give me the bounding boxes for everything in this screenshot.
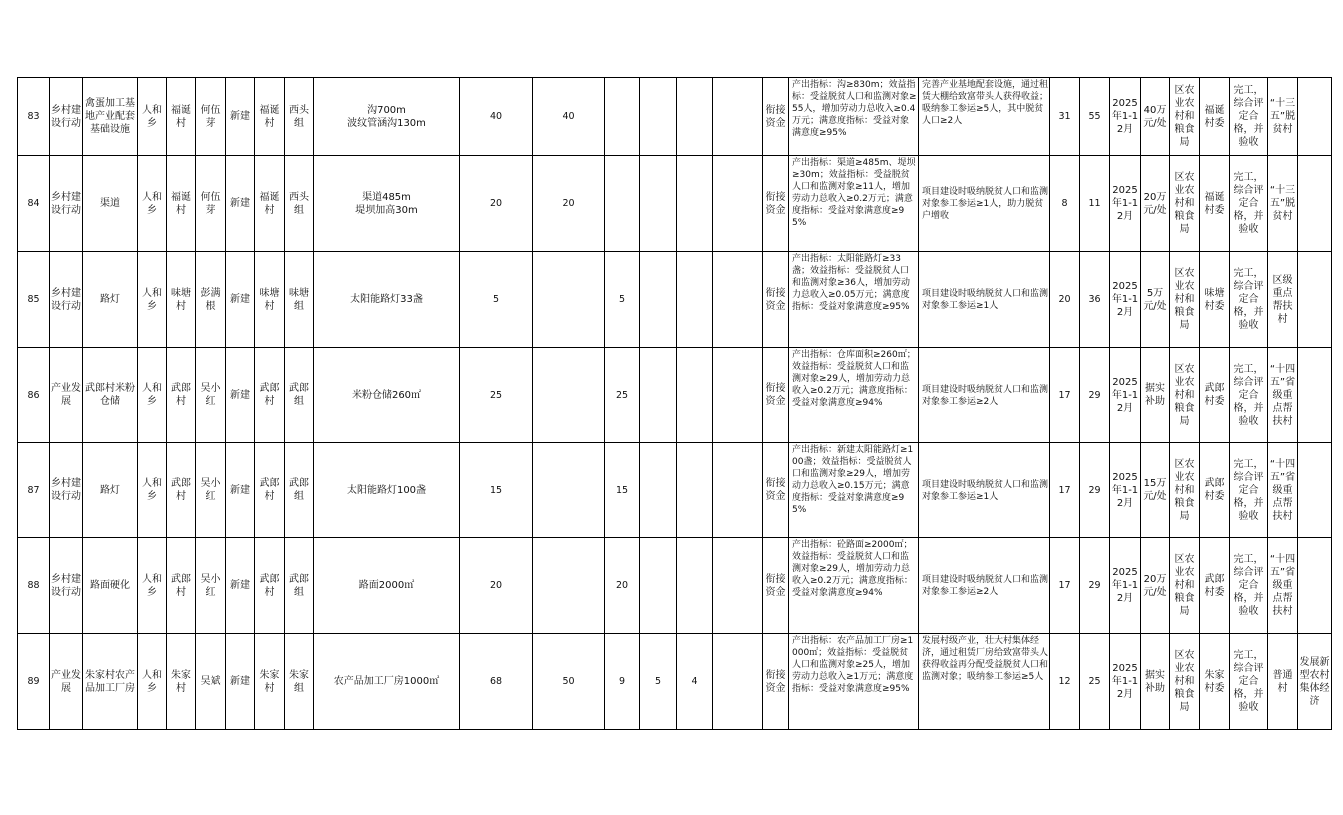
fund-column-4-cell xyxy=(677,156,713,252)
construction-content-cell: 米粉仓储260㎡ xyxy=(314,348,460,443)
acceptance-status-cell: 完工，综合评定合格，并验收 xyxy=(1230,252,1268,348)
row-number: 84 xyxy=(18,156,50,252)
row-number: 83 xyxy=(18,78,50,156)
remark-cell xyxy=(1298,348,1332,443)
site-village-cell: 福诞村 xyxy=(255,156,285,252)
construction-type-cell: 新建 xyxy=(226,348,255,443)
remark-cell: 发展新型农村集体经济 xyxy=(1298,634,1332,730)
acceptance-status-cell: 完工，综合评定合格，并验收 xyxy=(1230,634,1268,730)
remark-cell xyxy=(1298,156,1332,252)
project-name-cell: 武郎村米粉仓储 xyxy=(83,348,138,443)
fund-column-4-cell xyxy=(677,443,713,538)
fund-column-3-cell: 5 xyxy=(640,634,677,730)
supervising-department-cell: 区农业农村和粮食局 xyxy=(1170,538,1200,634)
village-cell: 福诞村 xyxy=(167,156,196,252)
construction-type-cell: 新建 xyxy=(226,443,255,538)
category-cell: 乡村建设行动 xyxy=(50,78,83,156)
township-cell: 人和乡 xyxy=(138,156,167,252)
remark-cell xyxy=(1298,538,1332,634)
beneficiary-households-cell: 17 xyxy=(1050,348,1080,443)
construction-type-cell: 新建 xyxy=(226,156,255,252)
benefit-mechanism-cell: 项目建设时吸纳脱贫人口和监测对象参工参运≥2人 xyxy=(919,348,1050,443)
fund-column-2-cell: 25 xyxy=(605,348,640,443)
subsidy-standard-cell: 20万元/处 xyxy=(1141,538,1170,634)
beneficiary-persons-cell: 11 xyxy=(1080,156,1110,252)
beneficiary-households-cell: 12 xyxy=(1050,634,1080,730)
project-name-cell: 朱家村农产品加工厂房 xyxy=(83,634,138,730)
site-group-cell: 朱家组 xyxy=(285,634,314,730)
subsidy-standard-cell: 40万元/处 xyxy=(1141,78,1170,156)
construction-type-cell: 新建 xyxy=(226,538,255,634)
subsidy-standard-cell: 15万元/处 xyxy=(1141,443,1170,538)
benefit-mechanism-cell: 项目建设时吸纳脱贫人口和监测对象参工参运≥1人 xyxy=(919,443,1050,538)
construction-content-cell: 渠道485m 堤坝加高30m xyxy=(314,156,460,252)
construction-type-cell: 新建 xyxy=(226,634,255,730)
project-table xyxy=(17,77,1332,730)
acceptance-status-cell: 完工，综合评定合格，并验收 xyxy=(1230,78,1268,156)
subsidy-standard-cell: 据实补助 xyxy=(1141,348,1170,443)
row-number: 86 xyxy=(18,348,50,443)
fund-column-5-cell xyxy=(713,348,763,443)
performance-indicators-cell: 产出指标：砼路面≥2000㎡；效益指标：受益脱贫人口和监测对象≥29人，增加劳动力总收入≥0.2万元；满意度指标：受益对象满意度≥94% xyxy=(789,538,919,634)
fund-source-cell: 衔接资金 xyxy=(763,156,789,252)
implementing-unit-cell: 武郎村委 xyxy=(1200,443,1230,538)
subsidy-standard-cell: 5万元/处 xyxy=(1141,252,1170,348)
implementing-unit-cell: 福诞村委 xyxy=(1200,156,1230,252)
beneficiary-persons-cell: 29 xyxy=(1080,538,1110,634)
fund-column-5-cell xyxy=(713,634,763,730)
site-village-cell: 武郎村 xyxy=(255,443,285,538)
construction-content-cell: 沟700m 波纹管涵沟130m xyxy=(314,78,460,156)
beneficiary-persons-cell: 36 xyxy=(1080,252,1110,348)
construction-content-cell: 路面2000㎡ xyxy=(314,538,460,634)
construction-type-cell: 新建 xyxy=(226,252,255,348)
village-type-cell: “十三五”脱贫村 xyxy=(1268,156,1298,252)
remark-cell xyxy=(1298,78,1332,156)
township-cell: 人和乡 xyxy=(138,538,167,634)
fund-column-2-cell: 20 xyxy=(605,538,640,634)
beneficiary-households-cell: 17 xyxy=(1050,538,1080,634)
total-investment-cell: 68 xyxy=(460,634,533,730)
village-type-cell: “十四五”省级重点帮扶村 xyxy=(1268,538,1298,634)
fund-source-cell: 衔接资金 xyxy=(763,634,789,730)
fund-column-1-cell: 50 xyxy=(533,634,605,730)
township-cell: 人和乡 xyxy=(138,634,167,730)
township-cell: 人和乡 xyxy=(138,443,167,538)
site-village-cell: 武郎村 xyxy=(255,538,285,634)
benefit-mechanism-cell: 项目建设时吸纳脱贫人口和监测对象参工参运≥2人 xyxy=(919,538,1050,634)
table-row xyxy=(18,156,1332,252)
township-cell: 人和乡 xyxy=(138,78,167,156)
implementation-period-cell: 2025年1-12月 xyxy=(1110,156,1141,252)
supervising-department-cell: 区农业农村和粮食局 xyxy=(1170,78,1200,156)
total-investment-cell: 20 xyxy=(460,156,533,252)
implementation-period-cell: 2025年1-12月 xyxy=(1110,443,1141,538)
fund-column-1-cell xyxy=(533,348,605,443)
acceptance-status-cell: 完工，综合评定合格，并验收 xyxy=(1230,348,1268,443)
remark-cell xyxy=(1298,252,1332,348)
fund-column-4-cell xyxy=(677,78,713,156)
row-number: 87 xyxy=(18,443,50,538)
fund-column-2-cell: 15 xyxy=(605,443,640,538)
leader-cell: 吴小红 xyxy=(196,443,226,538)
site-group-cell: 味塘组 xyxy=(285,252,314,348)
beneficiary-persons-cell: 25 xyxy=(1080,634,1110,730)
township-cell: 人和乡 xyxy=(138,348,167,443)
project-name-cell: 禽蛋加工基地产业配套基础设施 xyxy=(83,78,138,156)
fund-column-5-cell xyxy=(713,156,763,252)
implementation-period-cell: 2025年1-12月 xyxy=(1110,538,1141,634)
beneficiary-households-cell: 20 xyxy=(1050,252,1080,348)
benefit-mechanism-cell: 项目建设时吸纳脱贫人口和监测对象参工参运≥1人 xyxy=(919,252,1050,348)
project-name-cell: 路灯 xyxy=(83,252,138,348)
beneficiary-households-cell: 8 xyxy=(1050,156,1080,252)
supervising-department-cell: 区农业农村和粮食局 xyxy=(1170,634,1200,730)
site-village-cell: 武郎村 xyxy=(255,348,285,443)
supervising-department-cell: 区农业农村和粮食局 xyxy=(1170,252,1200,348)
leader-cell: 吴小红 xyxy=(196,348,226,443)
table-row xyxy=(18,252,1332,348)
fund-column-3-cell xyxy=(640,348,677,443)
village-cell: 朱家村 xyxy=(167,634,196,730)
fund-column-2-cell xyxy=(605,156,640,252)
leader-cell: 吴斌 xyxy=(196,634,226,730)
fund-column-5-cell xyxy=(713,252,763,348)
beneficiary-households-cell: 17 xyxy=(1050,443,1080,538)
subsidy-standard-cell: 据实补助 xyxy=(1141,634,1170,730)
village-type-cell: “十四五”省级重点帮扶村 xyxy=(1268,348,1298,443)
site-group-cell: 武郎组 xyxy=(285,443,314,538)
fund-column-3-cell xyxy=(640,443,677,538)
implementing-unit-cell: 味塘村委 xyxy=(1200,252,1230,348)
benefit-mechanism-cell: 完善产业基地配套设施，通过租赁大棚给致富带头人获得收益；吸纳参工参运≥5人，其中脱贫人口≥2人 xyxy=(919,78,1050,156)
category-cell: 产业发展 xyxy=(50,348,83,443)
performance-indicators-cell: 产出指标：仓库面积≥260㎡；效益指标：受益脱贫人口和监测对象≥29人，增加劳动力总收入≥0.2万元；满意度指标：受益对象满意度≥94% xyxy=(789,348,919,443)
project-name-cell: 渠道 xyxy=(83,156,138,252)
site-group-cell: 西头组 xyxy=(285,78,314,156)
category-cell: 产业发展 xyxy=(50,634,83,730)
village-cell: 福诞村 xyxy=(167,78,196,156)
implementing-unit-cell: 武郎村委 xyxy=(1200,538,1230,634)
table-row xyxy=(18,348,1332,443)
performance-indicators-cell: 产出指标：新建太阳能路灯≥100盏；效益指标：受益脱贫人口和监测对象≥29人，增加劳动力总收入≥0.15万元；满意度指标：受益对象满意度≥95% xyxy=(789,443,919,538)
total-investment-cell: 20 xyxy=(460,538,533,634)
fund-column-2-cell xyxy=(605,78,640,156)
total-investment-cell: 25 xyxy=(460,348,533,443)
site-village-cell: 朱家村 xyxy=(255,634,285,730)
fund-column-3-cell xyxy=(640,156,677,252)
fund-column-3-cell xyxy=(640,538,677,634)
leader-cell: 彭满根 xyxy=(196,252,226,348)
fund-column-5-cell xyxy=(713,443,763,538)
remark-cell xyxy=(1298,443,1332,538)
village-type-cell: “十四五”省级重点帮扶村 xyxy=(1268,443,1298,538)
fund-source-cell: 衔接资金 xyxy=(763,78,789,156)
project-name-cell: 路灯 xyxy=(83,443,138,538)
implementing-unit-cell: 朱家村委 xyxy=(1200,634,1230,730)
performance-indicators-cell: 产出指标：太阳能路灯≥33盏；效益指标：受益脱贫人口和监测对象≥36人，增加劳动力总收入≥0.05万元；满意度指标：受益对象满意度≥95% xyxy=(789,252,919,348)
table-row xyxy=(18,443,1332,538)
table-row xyxy=(18,78,1332,156)
supervising-department-cell: 区农业农村和粮食局 xyxy=(1170,156,1200,252)
fund-column-1-cell: 40 xyxy=(533,78,605,156)
implementation-period-cell: 2025年1-12月 xyxy=(1110,252,1141,348)
site-group-cell: 武郎组 xyxy=(285,538,314,634)
row-number: 85 xyxy=(18,252,50,348)
fund-column-4-cell: 4 xyxy=(677,634,713,730)
fund-column-3-cell xyxy=(640,78,677,156)
implementing-unit-cell: 武郎村委 xyxy=(1200,348,1230,443)
fund-column-4-cell xyxy=(677,348,713,443)
construction-content-cell: 太阳能路灯100盏 xyxy=(314,443,460,538)
performance-indicators-cell: 产出指标：农产品加工厂房≥1000㎡；效益指标：受益脱贫人口和监测对象≥25人，增加劳动力总收入≥1万元；满意度指标：受益对象满意度≥95% xyxy=(789,634,919,730)
fund-source-cell: 衔接资金 xyxy=(763,252,789,348)
acceptance-status-cell: 完工，综合评定合格，并验收 xyxy=(1230,156,1268,252)
fund-column-2-cell: 5 xyxy=(605,252,640,348)
acceptance-status-cell: 完工，综合评定合格，并验收 xyxy=(1230,443,1268,538)
fund-column-4-cell xyxy=(677,252,713,348)
performance-indicators-cell: 产出指标：渠道≥485m、堤坝≥30m；效益指标：受益脱贫人口和监测对象≥11人，增加劳动力总收入≥0.2万元；满意度指标：受益对象满意度≥95% xyxy=(789,156,919,252)
village-cell: 味塘村 xyxy=(167,252,196,348)
category-cell: 乡村建设行动 xyxy=(50,252,83,348)
fund-column-1-cell: 20 xyxy=(533,156,605,252)
row-number: 89 xyxy=(18,634,50,730)
village-type-cell: 普通村 xyxy=(1268,634,1298,730)
site-group-cell: 武郎组 xyxy=(285,348,314,443)
benefit-mechanism-cell: 项目建设时吸纳脱贫人口和监测对象参工参运≥1人，助力脱贫户增收 xyxy=(919,156,1050,252)
leader-cell: 何伍芽 xyxy=(196,78,226,156)
total-investment-cell: 15 xyxy=(460,443,533,538)
beneficiary-persons-cell: 29 xyxy=(1080,348,1110,443)
village-type-cell: “十三五”脱贫村 xyxy=(1268,78,1298,156)
fund-column-1-cell xyxy=(533,443,605,538)
fund-column-1-cell xyxy=(533,538,605,634)
benefit-mechanism-cell: 发展村级产业，壮大村集体经济，通过租赁厂房给致富带头人获得收益再分配受益脱贫人口和监测对象；吸纳参工参运≥5人 xyxy=(919,634,1050,730)
village-type-cell: 区级重点帮扶村 xyxy=(1268,252,1298,348)
project-name-cell: 路面硬化 xyxy=(83,538,138,634)
table-row xyxy=(18,634,1332,730)
fund-source-cell: 衔接资金 xyxy=(763,538,789,634)
beneficiary-persons-cell: 29 xyxy=(1080,443,1110,538)
fund-source-cell: 衔接资金 xyxy=(763,443,789,538)
village-cell: 武郎村 xyxy=(167,443,196,538)
total-investment-cell: 5 xyxy=(460,252,533,348)
supervising-department-cell: 区农业农村和粮食局 xyxy=(1170,348,1200,443)
category-cell: 乡村建设行动 xyxy=(50,538,83,634)
site-group-cell: 西头组 xyxy=(285,156,314,252)
implementation-period-cell: 2025年1-12月 xyxy=(1110,634,1141,730)
fund-column-3-cell xyxy=(640,252,677,348)
category-cell: 乡村建设行动 xyxy=(50,443,83,538)
implementation-period-cell: 2025年1-12月 xyxy=(1110,348,1141,443)
construction-type-cell: 新建 xyxy=(226,78,255,156)
fund-column-1-cell xyxy=(533,252,605,348)
beneficiary-persons-cell: 55 xyxy=(1080,78,1110,156)
fund-column-5-cell xyxy=(713,538,763,634)
fund-column-4-cell xyxy=(677,538,713,634)
village-cell: 武郎村 xyxy=(167,538,196,634)
fund-source-cell: 衔接资金 xyxy=(763,348,789,443)
site-village-cell: 福诞村 xyxy=(255,78,285,156)
fund-column-2-cell: 9 xyxy=(605,634,640,730)
leader-cell: 吴小红 xyxy=(196,538,226,634)
construction-content-cell: 农产品加工厂房1000㎡ xyxy=(314,634,460,730)
leader-cell: 何伍芽 xyxy=(196,156,226,252)
subsidy-standard-cell: 20万元/处 xyxy=(1141,156,1170,252)
beneficiary-households-cell: 31 xyxy=(1050,78,1080,156)
performance-indicators-cell: 产出指标：沟≥830m；效益指标：受益脱贫人口和监测对象≥55人，增加劳动力总收入≥0.4万元；满意度指标：受益对象满意度≥95% xyxy=(789,78,919,156)
row-number: 88 xyxy=(18,538,50,634)
supervising-department-cell: 区农业农村和粮食局 xyxy=(1170,443,1200,538)
implementation-period-cell: 2025年1-12月 xyxy=(1110,78,1141,156)
total-investment-cell: 40 xyxy=(460,78,533,156)
category-cell: 乡村建设行动 xyxy=(50,156,83,252)
site-village-cell: 味塘村 xyxy=(255,252,285,348)
construction-content-cell: 太阳能路灯33盏 xyxy=(314,252,460,348)
fund-column-5-cell xyxy=(713,78,763,156)
township-cell: 人和乡 xyxy=(138,252,167,348)
acceptance-status-cell: 完工，综合评定合格，并验收 xyxy=(1230,538,1268,634)
table-row xyxy=(18,538,1332,634)
village-cell: 武郎村 xyxy=(167,348,196,443)
implementing-unit-cell: 福诞村委 xyxy=(1200,78,1230,156)
